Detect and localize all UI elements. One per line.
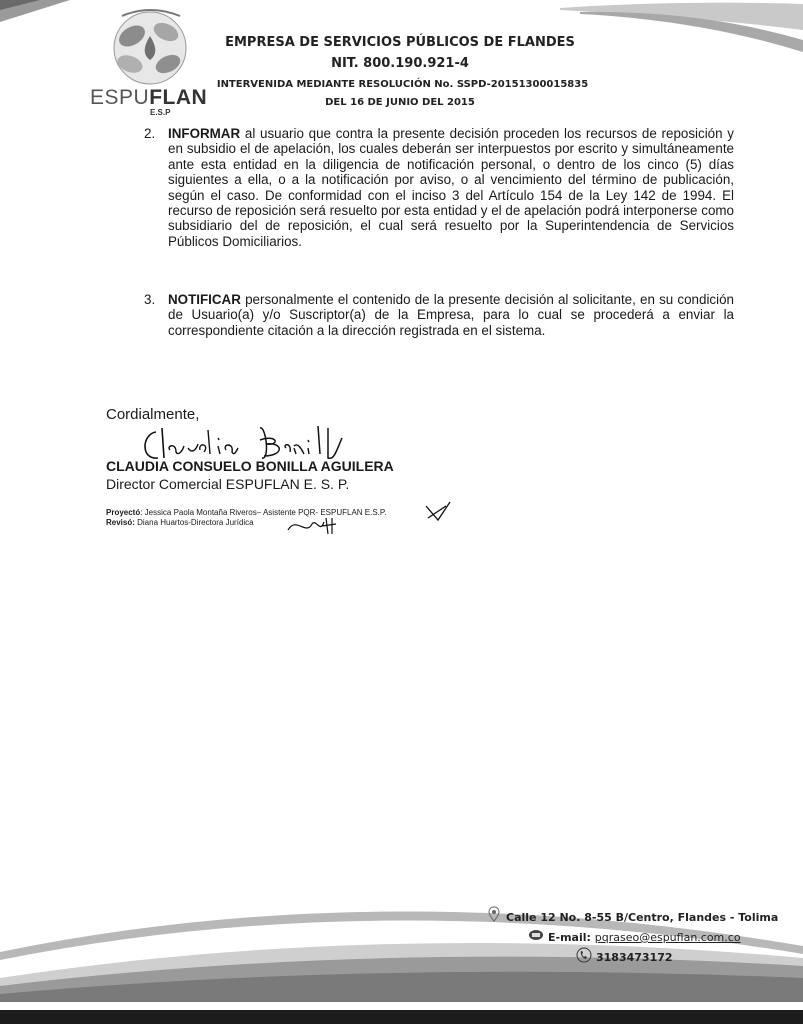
prepared-by-line: [106, 508, 386, 517]
reviewed-by-line: [106, 518, 254, 527]
header-swoosh-decoration: [560, 0, 803, 60]
closing-salutation: Cordialmente,: [106, 406, 200, 423]
prepared-by-name: : Jessica Paola Montaña Riveros– Asistente PQR- ESPUFLAN E.S.P.: [140, 508, 387, 517]
reviewed-by-name: Diana Huartos-Directora Jurídica: [134, 518, 254, 527]
list-item-number: 3.: [144, 292, 156, 307]
reviewed-by-label: Revisó:: [106, 518, 135, 527]
signer-name: CLAUDIA CONSUELO BONILLA AGUILERA: [106, 458, 394, 474]
footer-swoosh-decoration: [0, 880, 803, 1010]
company-nit: NIT. 800.190.921-4: [331, 56, 469, 71]
phone-icon: [576, 947, 592, 963]
list-item-text: al usuario que contra la presente decisión proceden los recursos de reposición y en subsidio el de apelación, los cuales deberán ser interpuestos por escrito y simultáneamente ante esta entidad en la diligencia de notificación personal, o dentro de los cinco (5) días siguientes a ella, o a la notificación por aviso, o al vencimiento del término de publicación, según el caso. De conformidad con el inciso 3 del Artículo 154 de la Ley 142 de 1994. El recurso de reposición será resuelto por esta entidad y el de apelación podrá interponerse como subsidiario del de reposición, el cual será resuelto por la Superintendencia de Servicios Públicos Domiciliarios.: [168, 126, 734, 249]
footer-email-label: E-mail:: [548, 931, 595, 944]
footer-address: Calle 12 No. 8-55 B/Centro, Flandes - Tolima: [506, 911, 779, 924]
footer-email-line: [548, 931, 741, 944]
email-icon: [528, 929, 544, 941]
company-name: EMPRESA DE SERVICIOS PÚBLICOS DE FLANDES: [225, 35, 575, 50]
list-item-keyword: NOTIFICAR: [168, 292, 241, 307]
list-item-text: personalmente el contenido de la presente decisión al solicitante, en su condición de Usuario(a) y/o Suscriptor(a) de la Empresa, para lo cual se procederá a enviar la correspondiente citación a la dirección registrada en el sistema.: [168, 292, 734, 338]
logo-subtitle: E.S.P: [150, 108, 171, 117]
logo-wordmark: ESPUFLAN: [90, 86, 208, 109]
list-item-number: 2.: [144, 126, 156, 141]
signer-role: Director Comercial ESPUFLAN E. S. P.: [106, 476, 350, 492]
location-pin-icon: [488, 906, 500, 922]
initials-check-mark: [424, 500, 452, 524]
prepared-by-label: Proyectó: [106, 508, 141, 517]
scan-corner-shadow: [0, 0, 70, 30]
footer-email-link[interactable]: pqraseo@espuflan.com.co: [594, 931, 741, 944]
resolution-date: DEL 16 DE JUNIO DEL 2015: [325, 97, 475, 108]
scan-bottom-edge: [0, 1010, 803, 1024]
initials-scribble: [286, 514, 338, 538]
footer-phone: 3183473172: [596, 951, 673, 964]
intervention-resolution: INTERVENIDA MEDIANTE RESOLUCIÓN No. SSPD-20151300015835: [216, 79, 589, 90]
list-item-keyword: INFORMAR: [168, 126, 241, 141]
